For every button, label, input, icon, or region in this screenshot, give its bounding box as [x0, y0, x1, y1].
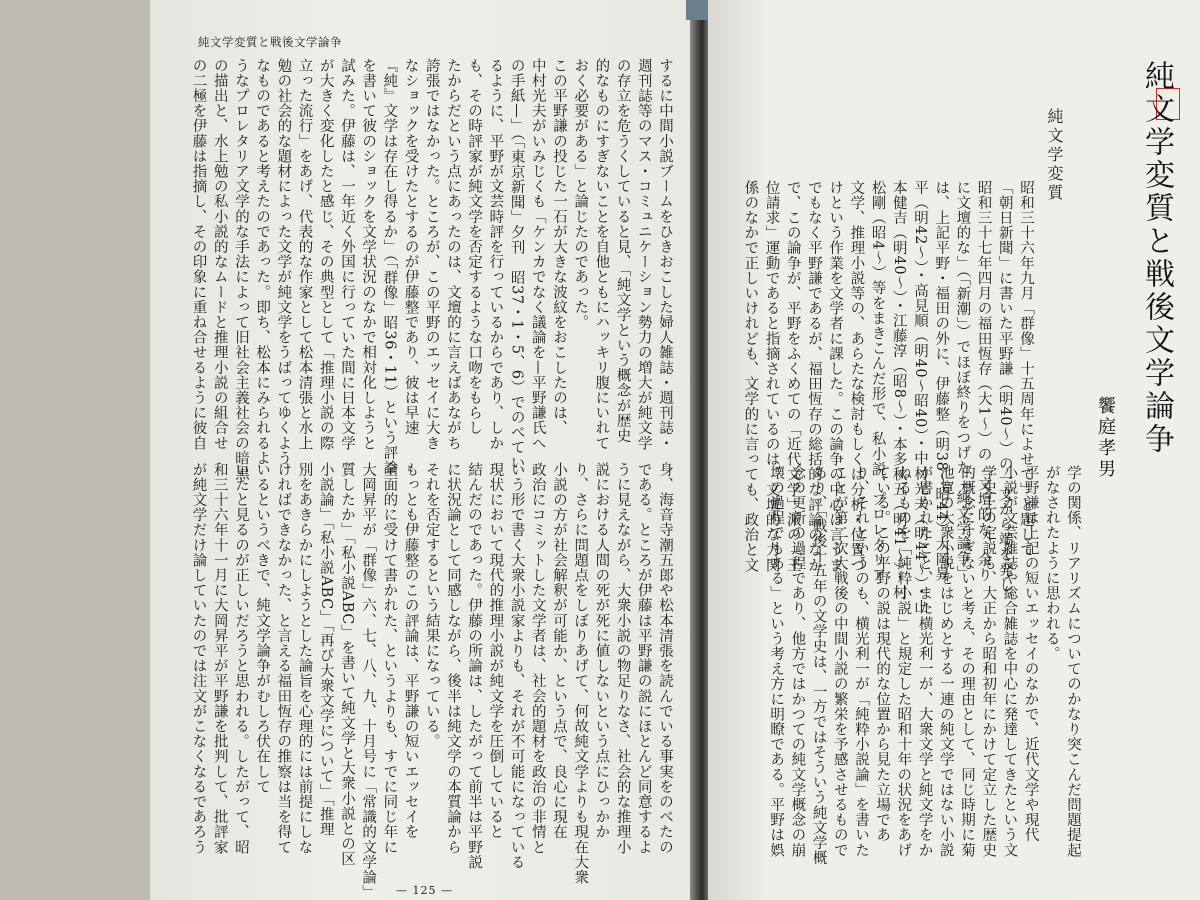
- text-column: ている。この平野の説は現代的な位置から見た立場であ: [874, 465, 891, 843]
- text-column: おく必要がある」と論じたのであった。: [572, 58, 589, 330]
- text-column: あり、「戦後十五年の文学史は、一方ではそういう純文学概: [810, 465, 827, 866]
- author-name: 饗庭孝男: [1095, 396, 1116, 480]
- text-column: 別をあきらかにしようとした論旨を心理的には前提にしな: [296, 462, 313, 855]
- text-column: 大岡昇平が「群像」六、七、八、九、十月号に「常識的文学論」: [360, 462, 377, 900]
- text-column: 松剛（昭4〜）等をまきこんだ形で、私小説、プロレタリア: [869, 180, 886, 583]
- text-column: なショックを受けたとするのが伊藤整であり、彼は早速: [402, 58, 419, 436]
- text-column: で、この論争が、平野をふくめての「近代文学」派の「王: [784, 180, 801, 573]
- text-column: 学の関係、リアリズムについてのかなり突こんだ問題提起: [1065, 465, 1081, 858]
- text-column: を書いて彼のショックを文学状況のなかで相対化しようと: [360, 58, 377, 451]
- text-column: の描出と、水上勉の私小説的なムードと推理小説の組合せ: [211, 58, 228, 451]
- text-column: り、さらに問題点をしぼりあげて、何故純文学よりも現在大衆: [572, 462, 589, 885]
- text-column: 小説が文芸雑誌や総合雑誌を中心に発達してきたという文: [1001, 465, 1018, 858]
- text-column: 和三十六年十一月に大岡昇平が平野謙を批判して、批評家: [211, 462, 228, 855]
- right-page: [708, 0, 1200, 900]
- text-column: いう形で書く大衆小説家よりも、それが不可能になっている: [508, 462, 525, 870]
- text-column: けという作業を文学者に課した。この論争の中心は言うま: [827, 180, 844, 573]
- text-column: いるというべきで、純文学論争がむしろ伏在して: [254, 462, 271, 795]
- text-column: 『純』文学は存在し得るか」（「群像」昭36・11）という評論: [381, 58, 398, 476]
- text-column: うなプロレタリア文学的な手法によって旧社会主義社会の暗黒: [232, 58, 249, 481]
- text-column: 壊の過程でもある」という考え方に明瞭である。平野は娯: [768, 465, 785, 858]
- text-column: 昭和三十六年九月「群像」十五周年によせて」と題して: [1018, 180, 1034, 558]
- text-column: の二極を伊藤は指摘し、その印象に重ね合せるように彼自: [190, 58, 207, 451]
- text-column: の手紙—」（「東京新聞」夕刊 昭37・1・5、6）でのべてい: [508, 58, 525, 471]
- text-column: 小説の方が社会解釈が可能か、という点で、良心に現在: [550, 462, 567, 840]
- binding-clip: [686, 0, 708, 20]
- text-column: たからだという点にあったのは、文壇的に言えばあながち: [444, 58, 461, 451]
- text-column: 的なものにすぎないことを自他ともにハッキリ腹にいれて: [593, 58, 610, 451]
- text-column: 文学、推理小説等の、あらたな検討もしくは分析・位置づ: [848, 180, 865, 573]
- text-column: いたと見るのが正しいだろうと思われる。したがって、昭: [232, 462, 249, 855]
- text-column: 平野謙は上記の短いエッセイのなかで、近代文学や現代: [1022, 465, 1039, 843]
- text-column: 的概念にすぎないと考え、その理由として、同じ時期に菊: [958, 465, 975, 858]
- text-column: 結んだのであった。伊藤の所論は、したがって前半は平野説: [466, 462, 483, 870]
- text-column: 念の更新の過程であり、他方ではかつての純文学概念の崩: [789, 465, 806, 858]
- right-upper-text: [726, 180, 1036, 615]
- text-column: 池寛の大衆小説をはじめとする一連の純文学ではない小説: [937, 465, 954, 858]
- right-lower-text: [708, 465, 1083, 890]
- text-column: が大きく変化したと感じ、その典型として「推理小説の際: [317, 58, 334, 451]
- text-column: である。ところが伊藤は平野謙の説にほとんど同意するよ: [635, 462, 652, 855]
- text-column: 「朝日新聞」に書いた平野謙（明40〜）の一文から端を発し、: [996, 180, 1013, 608]
- text-column: 説における人間の死が死に値しないという点にひっかか: [593, 462, 610, 840]
- page-number: — 125 —: [396, 884, 453, 897]
- running-head: 純文学変質と戦後文学論争: [198, 35, 342, 49]
- text-column: 誇張ではなかった。ところが、この平野のエッセイに大き: [423, 58, 440, 451]
- text-column: るように、平野が文芸時評を行っているからであり、しか: [487, 58, 504, 451]
- text-column: 係のなかで正しいけれども、文学的に言っても、政治と文: [742, 180, 759, 573]
- text-column: 小説論」「私小説ABC」「再び大衆文学について」「推理: [317, 462, 334, 837]
- text-column: 中村光夫がいみじくも「ケンカでなく議論を—平野謙氏へ: [529, 58, 546, 451]
- text-column: もっとも伊藤整のこの評論は、平野謙の短いエッセイを: [402, 462, 419, 840]
- text-column: それを否定するという結果になっている。: [423, 462, 440, 749]
- text-column: がなされたように思われる。: [1043, 465, 1060, 662]
- text-column: は、上記平野・福田の外に、伊藤整（明38〜昭44）大岡昇: [933, 180, 950, 582]
- text-column: 身、海音寺潮五郎や松本清張を読んでいる事実をのべたの: [657, 462, 673, 855]
- left-page: [150, 0, 695, 900]
- text-column: 政治にコミットした文学者は、社会的題材を政治の非情と: [529, 462, 546, 855]
- text-column: 質したか」「私小説ABC」を書いて純文学と大衆小説との区: [338, 462, 355, 867]
- text-column: に状況論として同感しながら、後半は純文学の本質論から: [444, 462, 461, 855]
- left-upper-text: [190, 58, 675, 481]
- text-column: ければできなかった、と言える福田恆存の推察は当を得て: [275, 462, 292, 855]
- text-column: が書かれたこと、また横光利一が、大衆文学と純文学をか: [916, 465, 933, 858]
- article-title: 純文学変質と戦後文学論争: [1139, 60, 1174, 456]
- text-column: 平（明42〜）・高見順（明40〜昭40）・中村光夫（明44〜）・山: [911, 180, 928, 615]
- text-column: 学史上の定説も、大正から昭和初年にかけて定立した歴史: [980, 465, 997, 858]
- section-heading: 純文学変質: [1045, 108, 1064, 203]
- text-column: ことが第二次大戦後の中間小説の繁栄を予感させるもので: [831, 465, 848, 858]
- text-column: 週刊誌等のマス・コミュニケーション勢力の増大が純文学: [635, 58, 652, 451]
- text-column: 位請求」運動であると指摘されているのは、文壇的な力関: [763, 180, 780, 573]
- text-column: 現状において現代的推理小説が純文学を圧倒していると: [487, 462, 504, 840]
- text-column: 立った流行」をあげ、代表的な作家として松本清張と水上: [296, 58, 313, 451]
- text-column: うに見えながら、大衆小説の物足りなさ、社会的な推理小: [614, 462, 631, 855]
- text-column: に文壇的な」（「新潮」）でほぼ終りをつげた「純文学論争」: [954, 180, 971, 582]
- text-column: なものであると考えたのであった。即ち、松本にみられるよ: [254, 58, 271, 466]
- text-column: この平野謙の投じた一石が大きな波紋をおこしたのは、: [550, 58, 567, 436]
- text-column: の存立を危うくしていると見、「純文学という概念が歴史: [614, 58, 631, 444]
- text-column: 全面的に受けて書かれた、というよりも、すでに同じ年に: [381, 462, 398, 855]
- text-column: が純文学だけ論していたのでは注文がこなくなるであろう: [190, 462, 207, 855]
- text-column: 昭和三十七年四月の福田恆存（大1〜）の「文壇的な、余り: [975, 180, 992, 583]
- text-column: ねるものを「純粋小説」と規定した昭和十年の状況をあげ: [895, 465, 912, 858]
- text-column: でもなく平野謙であるが、福田恆存の総括的な評論のなか: [805, 180, 822, 573]
- text-column: 試みた。伊藤は、一年近く外国に行っていた間に日本文学: [338, 58, 355, 451]
- text-column: も、その時評家が純文学を否定するような口吻をもらし: [466, 58, 483, 436]
- text-column: り、それというのも、横光利一が「純粋小説論」を書いた: [852, 465, 869, 858]
- text-column: 本健吉（明40〜）・江藤淳（昭8〜）・本多秋五（明41〜）・村: [890, 180, 907, 600]
- text-column: するに中間小説ブームをひきおこした婦人雑誌・週刊誌・: [657, 58, 673, 451]
- text-column: 勉の社会的な題材によった文学が純文学をうばってゆくよう: [275, 58, 292, 466]
